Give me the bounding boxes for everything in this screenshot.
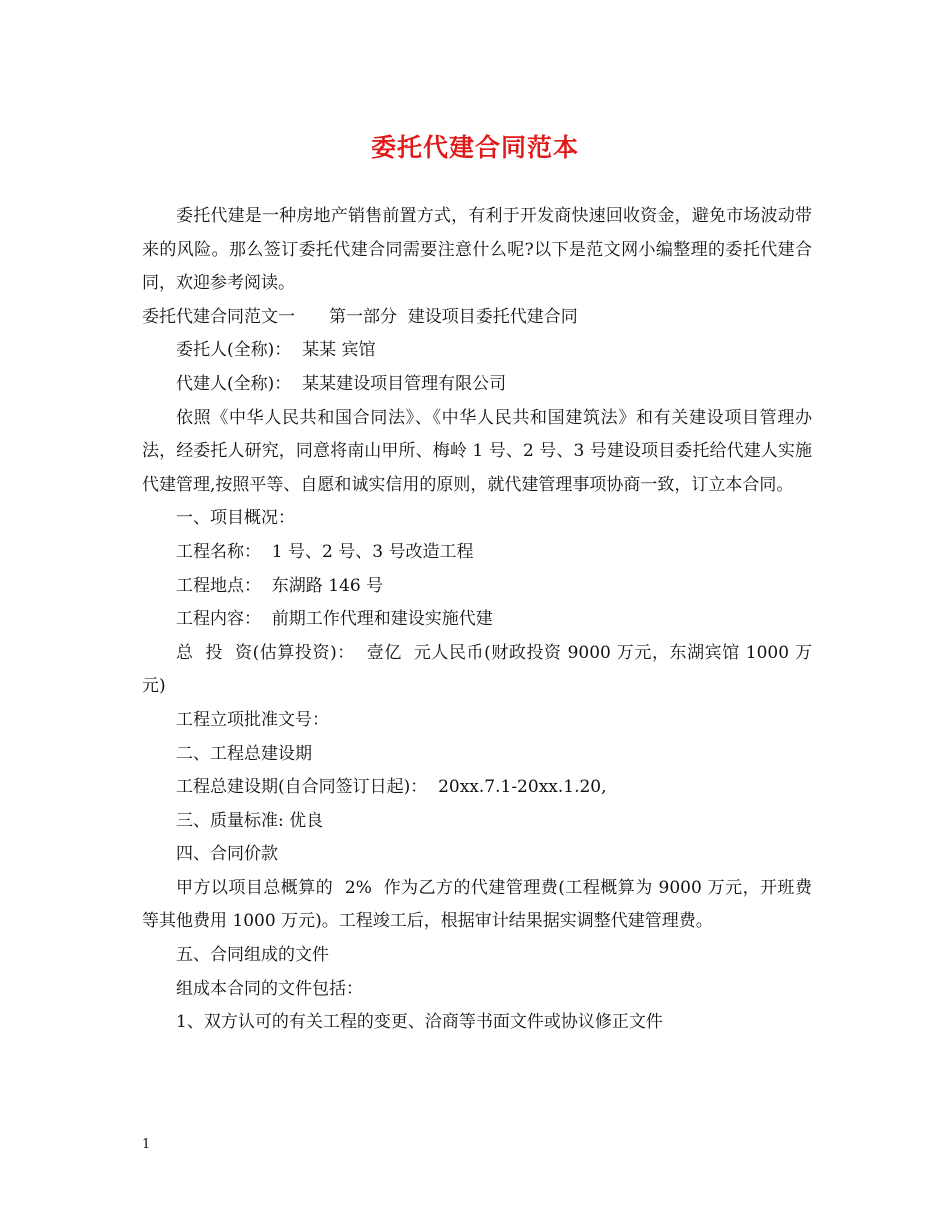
paragraph: 二、工程总建设期 <box>176 743 312 764</box>
paragraph: 委托代建合同范文一 第一部分 建设项目委托代建合同 <box>142 306 578 327</box>
paragraph: 工程立项批准文号： <box>176 709 329 730</box>
paragraph: 委托代建是一种房地产销售前置方式，有利于开发商快速回收资金，避免市场波动带来的风险。那么签订委托代建合同需要注意什么呢?以下是范文网小编整理的委托代建合同，欢迎参考阅读。 <box>142 206 812 294</box>
paragraph: 1、双方认可的有关工程的变更、洽商等书面文件或协议修正文件 <box>176 1012 663 1033</box>
paragraph: 甲方以项目总概算的 2% 作为乙方的代建管理费(工程概算为 9000 万元，开班费等其他费用 1000 万元)。工程竣工后，根据审计结果据实调整代建管理费。 <box>142 877 812 932</box>
document-body <box>142 200 812 1040</box>
paragraph: 一、项目概况： <box>176 508 295 529</box>
paragraph: 代建人(全称)： 某某建设项目管理有限公司 <box>176 373 507 394</box>
paragraph: 五、合同组成的文件 <box>176 945 329 966</box>
paragraph: 三、质量标准: 优良 <box>176 810 324 831</box>
paragraph: 工程名称： 1 号、2 号、3 号改造工程 <box>176 541 474 562</box>
paragraph: 工程内容： 前期工作代理和建设实施代建 <box>176 609 493 630</box>
page-number: 1 <box>142 1137 151 1152</box>
paragraph: 依照《中华人民共和国合同法》、《中华人民共和国建筑法》和有关建设项目管理办法，经委托人研究，同意将南山甲所、梅岭 1 号、2 号、3 号建设项目委托给代建人实施代建管理,按照平等、自愿和诚实信用的原则，就代建管理事项协商一致，订立本合同。 <box>142 407 812 495</box>
paragraph: 工程地点： 东湖路 146 号 <box>176 575 384 596</box>
paragraph: 委托人(全称)： 某某 宾馆 <box>176 340 376 361</box>
paragraph: 组成本合同的文件包括： <box>176 978 363 999</box>
paragraph: 工程总建设期(自合同签订日起)： 20xx.7.1-20xx.1.20, <box>176 777 607 798</box>
paragraph: 总 投 资(估算投资)： 壹亿 元人民币(财政投资 9000 万元，东湖宾馆 1000 万元) <box>142 642 812 697</box>
document-title: 委托代建合同范本 <box>370 133 579 162</box>
paragraph: 四、合同价款 <box>176 844 278 865</box>
